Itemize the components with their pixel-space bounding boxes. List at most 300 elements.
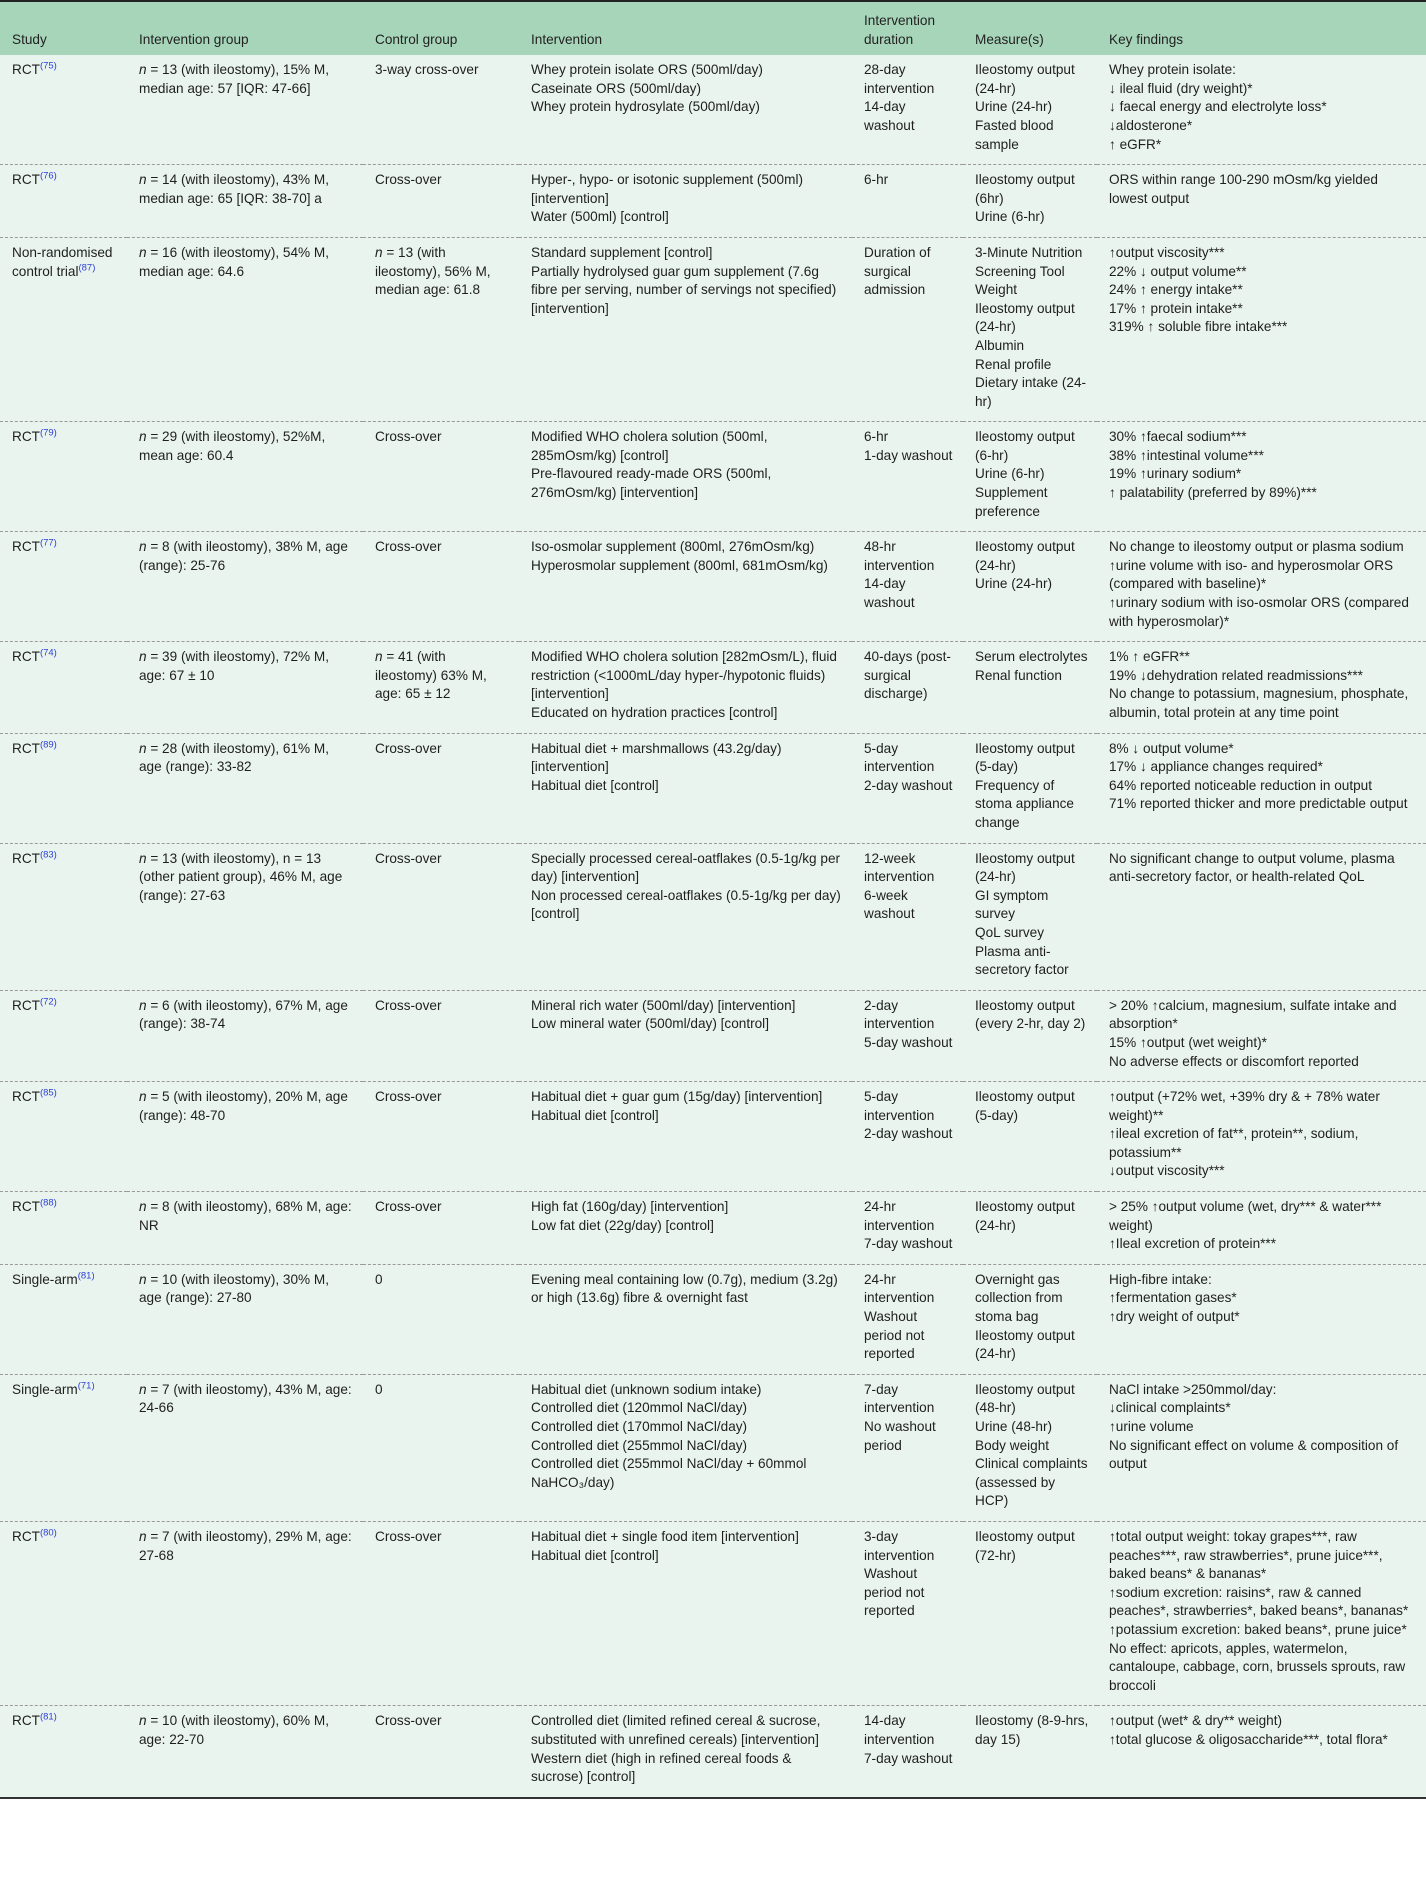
cell-intervention — [519, 532, 852, 642]
finding-line: ↓output viscosity*** — [1109, 1163, 1225, 1179]
intervention-line: Non processed cereal-oatflakes (0.5-1g/kg per day) [control] — [531, 887, 841, 922]
study-design: RCT — [12, 740, 40, 756]
table-row — [0, 733, 1426, 843]
cell-intervention — [519, 422, 852, 532]
duration-line: 6-week washout — [864, 887, 915, 922]
cell-intervention-group — [127, 1192, 363, 1265]
cell-study — [0, 237, 127, 421]
measure-line: Renal function — [975, 667, 1062, 683]
finding-line: ↑total glucose & oligosaccharide***, total flora* — [1109, 1731, 1388, 1747]
cell-key-findings — [1097, 532, 1426, 642]
table-row — [0, 1521, 1426, 1705]
cell-measures — [963, 1192, 1097, 1265]
cell-intervention-group — [127, 532, 363, 642]
reference-link[interactable]: (72) — [39, 996, 57, 1008]
table-row — [0, 1374, 1426, 1521]
n-symbol: n — [139, 1528, 147, 1544]
reference-link[interactable]: (81) — [77, 1270, 95, 1282]
cell-duration — [852, 1192, 963, 1265]
intervention-line: Whey protein isolate ORS (500ml/day) — [531, 62, 763, 78]
duration-line: 2-day washout — [864, 1126, 953, 1142]
reference-link[interactable]: (74) — [39, 647, 57, 659]
header-measures: Measure(s) — [975, 31, 1044, 47]
cell-intervention — [519, 1521, 852, 1705]
finding-line: ↑potassium excretion: baked beans*, prune juice* — [1109, 1621, 1407, 1637]
duration-line: Washout period not reported — [864, 1566, 925, 1619]
finding-line: ↑output viscosity*** — [1109, 244, 1225, 260]
measure-line: Fasted blood sample — [975, 117, 1054, 152]
control-group-text: Cross-over — [375, 172, 442, 188]
duration-line: 2-day intervention — [864, 997, 935, 1032]
finding-line: 319% ↑ soluble fibre intake*** — [1109, 319, 1288, 335]
n-symbol: n — [139, 172, 147, 188]
duration-line: 48-hr intervention — [864, 539, 935, 573]
duration-line: 14-day washout — [864, 99, 915, 133]
finding-line: No effect: apricots, apples, watermelon, cantaloupe, cabbage, corn, brussels sprouts, raw broccoli — [1109, 1640, 1406, 1693]
measure-line: Frequency of stoma appliance change — [975, 777, 1074, 830]
cell-control-group — [363, 990, 519, 1081]
finding-line: ORS within range 100-290 mOsm/kg yielded lowest output — [1109, 172, 1378, 206]
n-symbol: n — [375, 244, 383, 260]
study-design: Single-arm — [12, 1271, 78, 1287]
cell-key-findings — [1097, 1264, 1426, 1374]
measure-line: Ileostomy output (24-hr) — [975, 539, 1075, 573]
cell-key-findings — [1097, 843, 1426, 990]
intervention-line: Controlled diet (120mmol NaCl/day) — [531, 1400, 748, 1416]
cell-study — [0, 422, 127, 532]
cell-duration — [852, 990, 963, 1081]
n-symbol: n — [139, 429, 147, 445]
finding-line: ↑fermentation gases* — [1109, 1290, 1237, 1306]
measure-line: Ileostomy output (24-hr) — [975, 1199, 1075, 1233]
cell-control-group — [363, 422, 519, 532]
finding-line: > 20% ↑calcium, magnesium, sulfate intake and absorption* — [1109, 997, 1397, 1032]
n-symbol: n — [139, 649, 147, 665]
intervention-group-text: = 7 (with ileostomy), 29% M, age: 27-68 — [139, 1528, 352, 1563]
finding-line: NaCl intake >250mmol/day: — [1109, 1381, 1277, 1397]
measure-line: Overnight gas collection from stoma bag — [975, 1271, 1063, 1325]
cell-duration — [852, 733, 963, 843]
cell-measures — [963, 990, 1097, 1081]
measure-line: Ileostomy output (every 2-hr, day 2) — [975, 997, 1086, 1032]
control-group-text: Cross-over — [375, 1528, 442, 1544]
header-study: Study — [12, 31, 47, 47]
measure-line: Body weight — [975, 1437, 1050, 1453]
study-design: RCT — [12, 1089, 40, 1105]
duration-line: Washout period not reported — [864, 1309, 925, 1362]
cell-intervention-group — [127, 642, 363, 733]
finding-line: High-fibre intake: — [1109, 1271, 1212, 1287]
cell-study — [0, 1374, 127, 1521]
intervention-line: Habitual diet (unknown sodium intake) — [531, 1381, 762, 1397]
intervention-line: Habitual diet + marshmallows (43.2g/day) [intervention] — [531, 740, 782, 775]
intervention-group-text: = 28 (with ileostomy), 61% M, age (range): 33-82 — [139, 740, 330, 775]
measure-line: Ileostomy output (48-hr) — [975, 1381, 1075, 1416]
n-symbol: n — [139, 62, 147, 78]
cell-key-findings — [1097, 733, 1426, 843]
duration-line: 7-day washout — [864, 1750, 953, 1766]
n-symbol: n — [139, 997, 147, 1013]
intervention-line: Water (500ml) [control] — [531, 209, 669, 225]
cell-control-group — [363, 1706, 519, 1798]
reference-link[interactable]: (85) — [39, 1087, 57, 1099]
cell-control-group — [363, 1264, 519, 1374]
control-group-text: Cross-over — [375, 740, 442, 756]
intervention-group-text: = 8 (with ileostomy), 38% M, age (range): 25-76 — [139, 539, 348, 573]
reference-link[interactable]: (77) — [39, 537, 57, 549]
table-row — [0, 1706, 1426, 1798]
intervention-line: Educated on hydration practices [control] — [531, 705, 778, 720]
reference-link[interactable]: (80) — [39, 1527, 57, 1539]
table-row — [0, 843, 1426, 990]
intervention-line: Controlled diet (255mmol NaCl/day + 60mmol NaHCO₃/day) — [531, 1456, 807, 1490]
intervention-line: Low mineral water (500ml/day) [control] — [531, 1016, 769, 1032]
finding-line: Whey protein isolate: — [1109, 62, 1236, 78]
study-design: RCT — [12, 1713, 40, 1729]
study-design: RCT — [12, 1199, 40, 1215]
measure-line: Ileostomy output (72-hr) — [975, 1528, 1075, 1563]
intervention-line: Mineral rich water (500ml/day) [intervention] — [531, 997, 796, 1013]
cell-control-group — [363, 733, 519, 843]
cell-measures — [963, 165, 1097, 238]
study-design: RCT — [12, 997, 40, 1013]
cell-intervention — [519, 237, 852, 421]
finding-line: ↓aldosterone* — [1109, 117, 1193, 133]
intervention-group-text: = 10 (with ileostomy), 30% M, age (range): 27-80 — [139, 1271, 330, 1306]
finding-line: ↑ palatability (preferred by 89%)*** — [1109, 485, 1317, 501]
finding-line: ↑ eGFR* — [1109, 136, 1162, 152]
reference-link[interactable]: (89) — [39, 739, 57, 751]
cell-intervention — [519, 733, 852, 843]
table-row — [0, 422, 1426, 532]
study-design: RCT — [12, 62, 40, 78]
intervention-line: Hyperosmolar supplement (800ml, 681mOsm/kg) — [531, 557, 828, 573]
measure-line: Urine (6-hr) — [975, 466, 1045, 482]
cell-key-findings — [1097, 1521, 1426, 1705]
finding-line: ↑total output weight: tokay grapes***, raw peaches***, raw strawberries*, prune juice***, baked beans* & bananas* — [1109, 1528, 1383, 1582]
cell-key-findings — [1097, 237, 1426, 421]
measure-line: Urine (6-hr) — [975, 209, 1045, 225]
header-key-findings: Key findings — [1109, 31, 1184, 47]
finding-line: No significant effect on volume & composition of output — [1109, 1437, 1399, 1472]
cell-control-group — [363, 1374, 519, 1521]
duration-line: 6-hr — [864, 172, 889, 188]
table-row — [0, 237, 1426, 421]
reference-link[interactable]: (75) — [39, 60, 57, 72]
intervention-line: High fat (160g/day) [intervention] — [531, 1199, 729, 1215]
control-group-text: Cross-over — [375, 850, 442, 866]
cell-intervention-group — [127, 237, 363, 421]
cell-study — [0, 1521, 127, 1705]
reference-link[interactable]: (88) — [39, 1197, 57, 1209]
finding-line: > 25% ↑output volume (wet, dry*** & water*** weight) — [1109, 1199, 1382, 1233]
duration-line: 5-day intervention — [864, 1089, 935, 1123]
cell-duration — [852, 237, 963, 421]
intervention-group-text: = 13 (with ileostomy), n = 13 (other patient group), 46% M, age (range): 27-63 — [139, 850, 343, 903]
cell-control-group — [363, 1192, 519, 1265]
finding-line: 22% ↓ output volume** — [1109, 263, 1247, 279]
intervention-group-text: = 6 (with ileostomy), 67% M, age (range): 38-74 — [139, 997, 348, 1032]
cell-intervention-group — [127, 1082, 363, 1192]
reference-link[interactable]: (83) — [39, 849, 57, 861]
intervention-line: Standard supplement [control] — [531, 244, 713, 260]
cell-key-findings — [1097, 1192, 1426, 1265]
n-symbol: n — [139, 1381, 147, 1397]
cell-intervention — [519, 1264, 852, 1374]
measure-line: Supplement preference — [975, 485, 1048, 519]
study-design: Single-arm — [12, 1381, 78, 1397]
measure-line: Ileostomy output (24-hr) — [975, 62, 1075, 96]
cell-control-group — [363, 1521, 519, 1705]
cell-control-group — [363, 55, 519, 164]
control-group-text: Cross-over — [375, 1089, 442, 1105]
cell-study — [0, 165, 127, 238]
control-group-text: Cross-over — [375, 539, 442, 555]
control-group-text: Cross-over — [375, 1713, 442, 1729]
cell-measures — [963, 733, 1097, 843]
finding-line: ↑output (+72% wet, +39% dry & + 78% water weight)** — [1109, 1089, 1380, 1123]
study-design: RCT — [12, 172, 40, 188]
measure-line: Ileostomy output (6hr) — [975, 172, 1075, 206]
reference-link[interactable]: (87) — [78, 262, 96, 273]
cell-duration — [852, 1521, 963, 1705]
intervention-group-text: = 14 (with ileostomy), 43% M, median age: 65 [IQR: 38-70] a — [139, 172, 330, 206]
cell-intervention-group — [127, 55, 363, 164]
cell-measures — [963, 843, 1097, 990]
cell-control-group — [363, 165, 519, 238]
intervention-line: Habitual diet [control] — [531, 1547, 659, 1563]
intervention-line: Habitual diet + single food item [intervention] — [531, 1528, 799, 1544]
study-design: RCT — [12, 649, 40, 665]
intervention-line: Iso-osmolar supplement (800ml, 276mOsm/kg) — [531, 539, 815, 555]
duration-line: 6-hr — [864, 429, 889, 445]
intervention-line: Controlled diet (255mmol NaCl/day) — [531, 1437, 748, 1453]
control-group-text: Cross-over — [375, 1199, 442, 1215]
intervention-line: Habitual diet + guar gum (15g/day) [intervention] — [531, 1089, 823, 1105]
table-row — [0, 1082, 1426, 1192]
cell-control-group — [363, 532, 519, 642]
measure-line: Ileostomy output (24-hr) — [975, 300, 1075, 335]
table-row — [0, 1192, 1426, 1265]
cell-study — [0, 532, 127, 642]
cell-duration — [852, 843, 963, 990]
cell-measures — [963, 1264, 1097, 1374]
duration-line: 12-week intervention — [864, 850, 935, 885]
measure-line: Weight — [975, 282, 1018, 298]
cell-study — [0, 642, 127, 733]
cell-intervention-group — [127, 1264, 363, 1374]
cell-duration — [852, 1264, 963, 1374]
measure-line: Renal profile — [975, 356, 1052, 372]
cell-duration — [852, 55, 963, 164]
finding-line: ↑output (wet* & dry** weight) — [1109, 1713, 1283, 1729]
cell-intervention-group — [127, 990, 363, 1081]
cell-measures — [963, 422, 1097, 532]
header-control-group: Control group — [375, 31, 458, 47]
intervention-line: Low fat diet (22g/day) [control] — [531, 1217, 714, 1233]
cell-key-findings — [1097, 1706, 1426, 1798]
cell-intervention — [519, 1706, 852, 1798]
finding-line: 19% ↓dehydration related readmissions*** — [1109, 667, 1363, 683]
duration-line: 1-day washout — [864, 447, 953, 463]
duration-line: 7-day intervention — [864, 1381, 935, 1416]
cell-measures — [963, 1082, 1097, 1192]
n-symbol: n — [139, 1713, 147, 1729]
cell-intervention-group — [127, 733, 363, 843]
cell-control-group — [363, 843, 519, 990]
cell-key-findings — [1097, 165, 1426, 238]
finding-line: 17% ↑ protein intake** — [1109, 300, 1243, 316]
cell-duration — [852, 422, 963, 532]
study-design: RCT — [12, 429, 40, 445]
measure-line: Ileostomy output (5-day) — [975, 740, 1075, 775]
measure-line: 3-Minute Nutrition Screening Tool — [975, 244, 1083, 279]
finding-line: No change to potassium, magnesium, phosphate, albumin, total protein at any time point — [1109, 686, 1409, 720]
finding-line: No adverse effects or discomfort reported — [1109, 1053, 1359, 1069]
measure-line: Ileostomy output (24-hr) — [975, 1327, 1075, 1362]
cell-intervention — [519, 843, 852, 990]
n-symbol: n — [139, 1199, 147, 1215]
n-symbol: n — [139, 539, 147, 555]
table-row — [0, 990, 1426, 1081]
intervention-group-text: = 13 (with ileostomy), 15% M, median age: 57 [IQR: 47-66] — [139, 62, 330, 96]
cell-key-findings — [1097, 1082, 1426, 1192]
measure-line: QoL survey — [975, 924, 1045, 940]
control-group-text: 0 — [375, 1381, 383, 1397]
cell-key-findings — [1097, 990, 1426, 1081]
duration-line: 24-hr intervention — [864, 1199, 935, 1233]
finding-line: ↓clinical complaints* — [1109, 1400, 1231, 1416]
reference-link[interactable]: (79) — [39, 427, 57, 439]
study-design: RCT — [12, 850, 40, 866]
table-row — [0, 55, 1426, 164]
finding-line: ↑urinary sodium with iso-osmolar ORS (compared with hyperosmolar)* — [1109, 595, 1409, 629]
table-row — [0, 642, 1426, 733]
intervention-line: Controlled diet (limited refined cereal & sucrose, substituted with unrefined cereals) [intervention] — [531, 1713, 821, 1747]
duration-line: 7-day washout — [864, 1236, 953, 1252]
n-symbol: n — [139, 1089, 147, 1105]
intervention-group-text: = 10 (with ileostomy), 60% M, age: 22-70 — [139, 1713, 330, 1747]
finding-line: 19% ↑urinary sodium* — [1109, 466, 1242, 482]
reference-link[interactable]: (71) — [77, 1380, 95, 1392]
intervention-group-text: = 16 (with ileostomy), 54% M, median age: 64.6 — [139, 244, 330, 279]
control-group-text: = 13 (with ileostomy), 56% M, median age: 61.8 — [375, 244, 491, 298]
intervention-line: Western diet (high in refined cereal foods & sucrose) [control] — [531, 1750, 792, 1785]
cell-intervention — [519, 165, 852, 238]
reference-link[interactable]: (81) — [39, 1711, 57, 1723]
cell-key-findings — [1097, 55, 1426, 164]
finding-line: ↑urine volume with iso- and hyperosmolar ORS (compared with baseline)* — [1109, 557, 1394, 592]
control-group-text: = 41 (with ileostomy) 63% M, age: 65 ± 12 — [375, 649, 487, 702]
duration-line: 5-day washout — [864, 1034, 953, 1050]
cell-study — [0, 1082, 127, 1192]
cell-control-group — [363, 1082, 519, 1192]
cell-intervention-group — [127, 1374, 363, 1521]
duration-line: 14-day washout — [864, 576, 915, 611]
finding-line: 71% reported thicker and more predictable output — [1109, 796, 1408, 812]
intervention-line: Modified WHO cholera solution [282mOsm/L), fluid restriction (<1000mL/day hyper-/hypotonic fluids) [intervention] — [531, 649, 837, 702]
intervention-group-text: = 7 (with ileostomy), 43% M, age: 24-66 — [139, 1381, 352, 1416]
intervention-line: Pre-flavoured ready-made ORS (500ml, 276mOsm/kg) [intervention] — [531, 466, 772, 501]
control-group-text: Cross-over — [375, 429, 442, 445]
measure-line: Albumin — [975, 337, 1025, 353]
finding-line: ↑urine volume — [1109, 1419, 1194, 1434]
measure-line: Dietary intake (24-hr) — [975, 375, 1087, 409]
measure-line: Ileostomy output (24-hr) — [975, 850, 1075, 885]
cell-study — [0, 1264, 127, 1374]
cell-intervention-group — [127, 1521, 363, 1705]
intervention-line: Hyper-, hypo- or isotonic supplement (500ml) [intervention] — [531, 172, 803, 206]
control-group-text: 0 — [375, 1271, 383, 1287]
cell-intervention — [519, 990, 852, 1081]
finding-line: ↑ileal excretion of fat**, protein**, sodium, potassium** — [1109, 1126, 1359, 1160]
cell-measures — [963, 55, 1097, 164]
control-group-text: 3-way cross-over — [375, 62, 479, 78]
reference-link[interactable]: (76) — [39, 170, 57, 182]
finding-line: 1% ↑ eGFR** — [1109, 649, 1190, 665]
intervention-line: Partially hydrolysed guar gum supplement (7.6g fibre per serving, number of servings not specified) [intervention] — [531, 263, 837, 316]
cell-study — [0, 1706, 127, 1798]
cell-study — [0, 733, 127, 843]
n-symbol: n — [139, 740, 147, 756]
header-intervention-duration: Intervention duration — [864, 13, 936, 47]
header-intervention-group: Intervention group — [139, 31, 249, 47]
finding-line: 8% ↓ output volume* — [1109, 740, 1234, 756]
cell-duration — [852, 165, 963, 238]
intervention-line: Habitual diet [control] — [531, 1107, 659, 1123]
study-design: Non-randomised control trial — [12, 244, 113, 279]
cell-measures — [963, 1374, 1097, 1521]
finding-line: 17% ↓ appliance changes required* — [1109, 759, 1323, 775]
intervention-group-text: = 39 (with ileostomy), 72% M, age: 67 ± 10 — [139, 649, 330, 683]
finding-line: 64% reported noticeable reduction in output — [1109, 777, 1372, 793]
finding-line: 38% ↑intestinal volume*** — [1109, 447, 1264, 463]
cell-intervention — [519, 642, 852, 733]
cell-measures — [963, 532, 1097, 642]
duration-line: 40-days (post-surgical discharge) — [864, 649, 951, 702]
intervention-line: Modified WHO cholera solution (500ml, 285mOsm/kg) [control] — [531, 429, 768, 463]
table-row — [0, 165, 1426, 238]
n-symbol: n — [139, 244, 147, 260]
measure-line: Plasma anti-secretory factor — [975, 943, 1069, 978]
cell-study — [0, 990, 127, 1081]
cell-study — [0, 843, 127, 990]
measure-line: GI symptom survey — [975, 887, 1049, 922]
duration-line: 2-day washout — [864, 777, 953, 793]
intervention-group-text: = 8 (with ileostomy), 68% M, age: NR — [139, 1199, 352, 1233]
intervention-line: Evening meal containing low (0.7g), medium (3.2g) or high (13.6g) fibre & overnight fast — [531, 1271, 838, 1306]
measure-line: Urine (48-hr) — [975, 1419, 1053, 1434]
cell-key-findings — [1097, 642, 1426, 733]
cell-measures — [963, 642, 1097, 733]
cell-intervention — [519, 1082, 852, 1192]
cell-intervention-group — [127, 165, 363, 238]
table-row — [0, 532, 1426, 642]
measure-line: Clinical complaints (assessed by HCP) — [975, 1456, 1088, 1509]
table-header — [0, 1, 1426, 55]
intervention-line: Whey protein hydrosylate (500ml/day) — [531, 99, 760, 115]
cell-intervention-group — [127, 422, 363, 532]
finding-line: ↓ ileal fluid (dry weight)* — [1109, 80, 1253, 96]
finding-line: ↓ faecal energy and electrolyte loss* — [1109, 99, 1327, 115]
cell-duration — [852, 642, 963, 733]
measure-line: Urine (24-hr) — [975, 576, 1053, 592]
duration-line: No washout period — [864, 1419, 936, 1453]
duration-line: 3-day intervention — [864, 1528, 935, 1563]
n-symbol: n — [375, 649, 383, 665]
n-symbol: n — [139, 850, 147, 866]
n-symbol: n — [139, 1271, 147, 1287]
